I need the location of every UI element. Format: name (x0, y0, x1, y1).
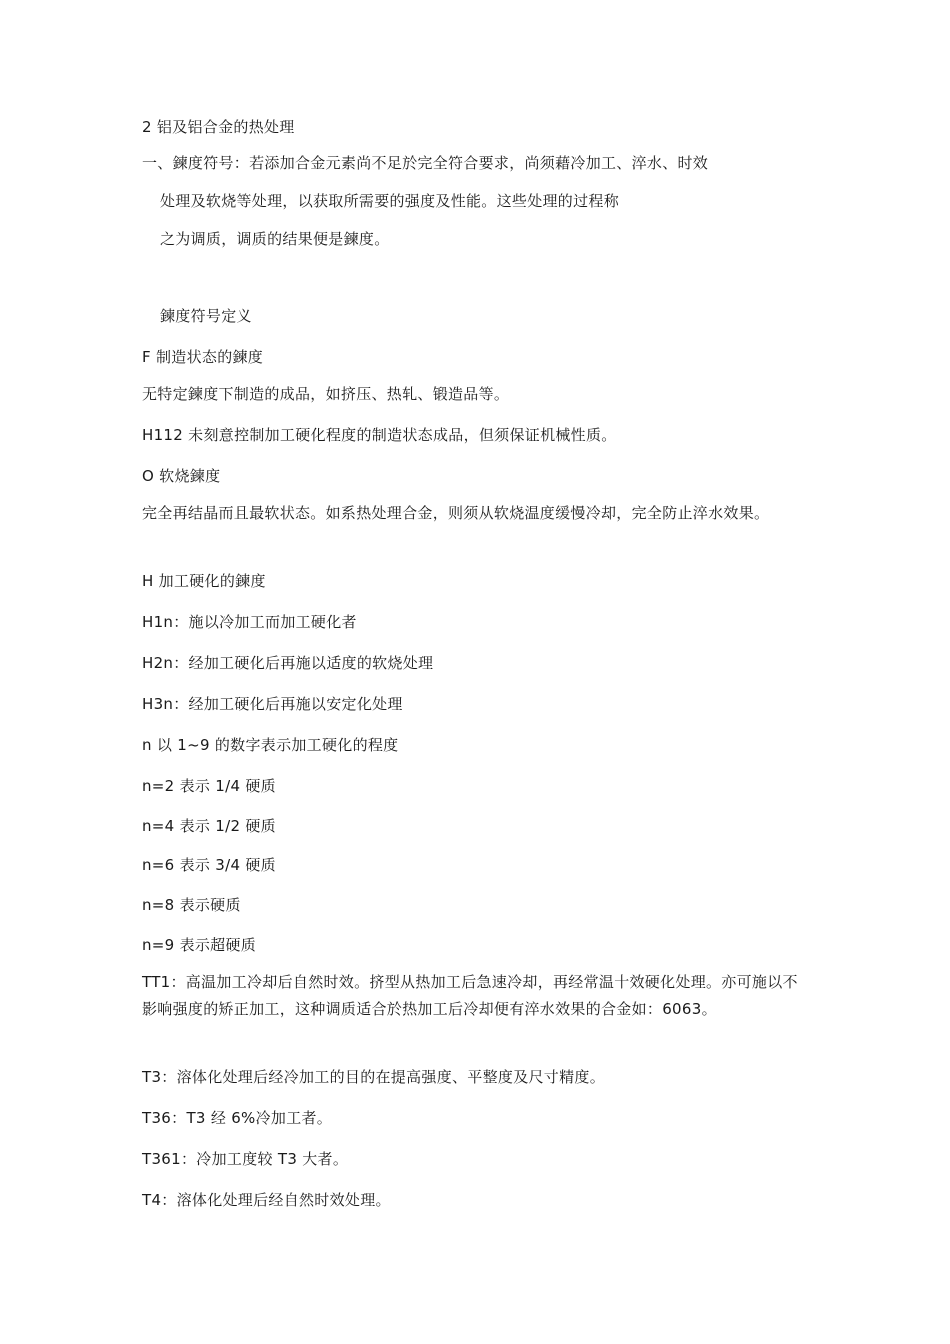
n-description: n 以 1~9 的数字表示加工硬化的程度 (142, 736, 399, 754)
n9-description: n=9 表示超硬质 (142, 936, 257, 954)
n6-description: n=6 表示 3/4 硬质 (142, 856, 276, 874)
tt1-description: TT1：高温加工冷却后自然时效。挤型从热加工后急速冷却，再经常温十效硬化处理。亦可施以不影响强度的矫正加工，这种调质适合於热加工后冷却便有淬水效果的合金如：6063。 (142, 973, 798, 1018)
t3-description: T3：溶体化处理后经冷加工的目的在提高强度、平整度及尺寸精度。 (142, 1068, 606, 1086)
h-temper-heading: H 加工硬化的鍊度 (142, 572, 266, 590)
document-title: 2 铝及铝合金的热处理 (142, 118, 295, 136)
o-temper-description: 完全再结晶而且最软状态。如系热处理合金，则须从软烧温度缓慢冷却，完全防止淬水效果。 (142, 504, 770, 522)
o-temper-heading: O 软烧鍊度 (142, 467, 221, 485)
definition-heading: 鍊度符号定义 (160, 307, 252, 325)
t36-description: T36：T3 经 6%冷加工者。 (142, 1109, 333, 1127)
n2-description: n=2 表示 1/4 硬质 (142, 777, 276, 795)
f-temper-heading: F 制造状态的鍊度 (142, 348, 264, 366)
intro-line-3: 之为调质，调质的结果便是鍊度。 (160, 230, 390, 248)
h2n-description: H2n：经加工硬化后再施以适度的软烧处理 (142, 654, 434, 672)
n4-description: n=4 表示 1/2 硬质 (142, 817, 276, 835)
f-temper-description: 无特定鍊度下制造的成品，如挤压、热轧、锻造品等。 (142, 385, 510, 403)
h112-description: H112 未刻意控制加工硬化程度的制造状态成品，但须保证机械性质。 (142, 426, 617, 444)
intro-line-1: 一、鍊度符号：若添加合金元素尚不足於完全符合要求，尚须藉冷加工、淬水、时效 (142, 154, 709, 172)
t361-description: T361：冷加工度较 T3 大者。 (142, 1150, 349, 1168)
n8-description: n=8 表示硬质 (142, 896, 241, 914)
h3n-description: H3n：经加工硬化后再施以安定化处理 (142, 695, 403, 713)
h1n-description: H1n：施以冷加工而加工硬化者 (142, 613, 357, 631)
t4-description: T4：溶体化处理后经自然时效处理。 (142, 1191, 391, 1209)
intro-line-2: 处理及软烧等处理，以获取所需要的强度及性能。这些处理的过程称 (160, 192, 620, 210)
